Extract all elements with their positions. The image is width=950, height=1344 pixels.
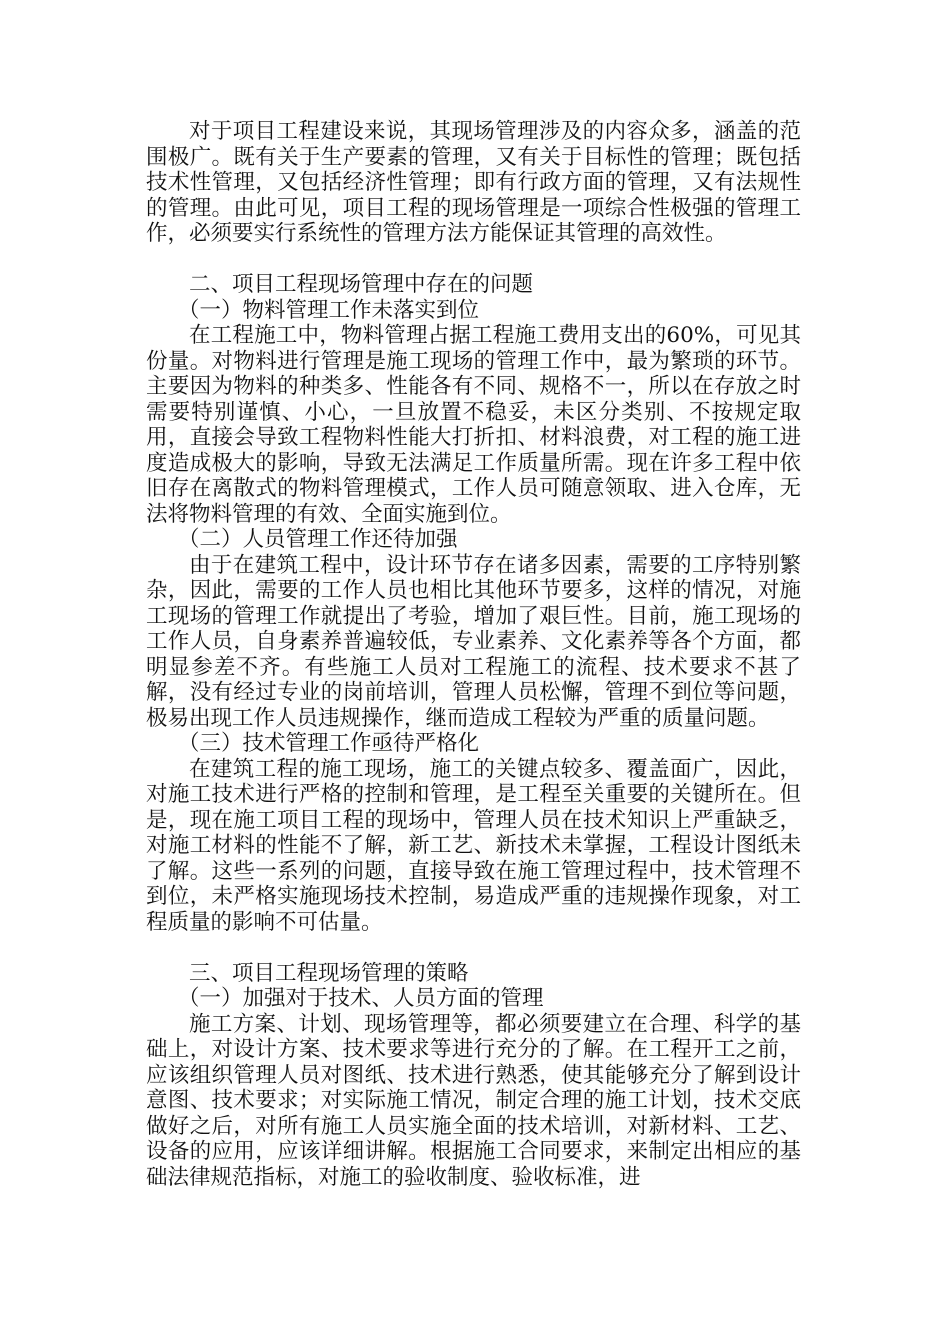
section-spacer [146, 935, 801, 961]
document-page [146, 119, 801, 1190]
section-3-1-heading: （一）加强对于技术、人员方面的管理 [178, 986, 544, 1011]
section-2-1-paragraph: 在工程施工中，物料管理占据工程施工费用支出的60%，可见其份量。对物料进行管理是施工现场的管理工作中，最为繁琐的环节。主要因为物料的种类多、性能各有不同、规格不一，所以在存放之时需要特别谨慎、小心，一旦放置不稳妥，未区分类别、不按规定取用，直接会导致工程物料性能大打折扣、材料浪费，对工程的施工进度造成极大的影响，导致无法满足工作质量所需。现在许多工程中依旧存在离散式的物料管理模式，工作人员可随意领取、进入仓库，无法将物料管理的有效、全面实施到位。 [146, 323, 801, 527]
section-2-2-paragraph: 由于在建筑工程中，设计环节存在诸多因素，需要的工序特别繁杂，因此，需要的工作人员也相比其他环节要多，这样的情况，对施工现场的管理工作就提出了考验，增加了艰巨性。目前，施工现场的工作人员，自身素养普遍较低，专业素养、文化素养等各个方面，都明显参差不齐。有些施工人员对工程施工的流程、技术要求不甚了解，没有经过专业的岗前培训，管理人员松懈，管理不到位等问题，极易出现工作人员违规操作，继而造成工程较为严重的质量问题。 [146, 552, 801, 731]
section-spacer [146, 247, 801, 273]
section-2-heading: 二、项目工程现场管理中存在的问题 [189, 272, 534, 297]
section-2-3-heading: （三）技术管理工作亟待严格化 [178, 731, 480, 756]
section-2-3-paragraph: 在建筑工程的施工现场，施工的关键点较多、覆盖面广，因此，对施工技术进行严格的控制和管理，是工程至关重要的关键所在。但是，现在施工项目工程的现场中，管理人员在技术知识上严重缺乏，对施工材料的性能不了解，新工艺、新技术未掌握，工程设计图纸未了解。这些一系列的问题，直接导致在施工管理过程中，技术管理不到位，未严格实施现场技术控制，易造成严重的违规操作现象，对工程质量的影响不可估量。 [146, 756, 801, 935]
section-3-heading: 三、项目工程现场管理的策略 [189, 960, 469, 986]
section-2-1-heading: （一）物料管理工作未落实到位 [178, 297, 480, 323]
intro-paragraph: 对于项目工程建设来说，其现场管理涉及的内容众多，涵盖的范围极广。既有关于生产要素的管理，又有关于目标性的管理；既包括技术性管理，又包括经济性管理；即有行政方面的管理，又有法规性的管理。由此可见，项目工程的现场管理是一项综合性极强的管理工作，必须要实行系统性的管理方法方能保证其管理的高效性。 [146, 119, 801, 246]
section-2-2-heading: （二）人员管理工作还待加强 [178, 527, 458, 552]
section-3-1-paragraph: 施工方案、计划、现场管理等，都必须要建立在合理、科学的基础上，对设计方案、技术要求等进行充分的了解。在工程开工之前，应该组织管理人员对图纸、技术进行熟悉，使其能够充分了解到设计意图、技术要求；对实际施工情况，制定合理的施工计划，技术交底做好之后，对所有施工人员实施全面的技术培训，对新材料、工艺、设备的应用，应该详细讲解。根据施工合同要求，来制定出相应的基础法律规范指标，对施工的验收制度、验收标准，进 [146, 1011, 801, 1190]
